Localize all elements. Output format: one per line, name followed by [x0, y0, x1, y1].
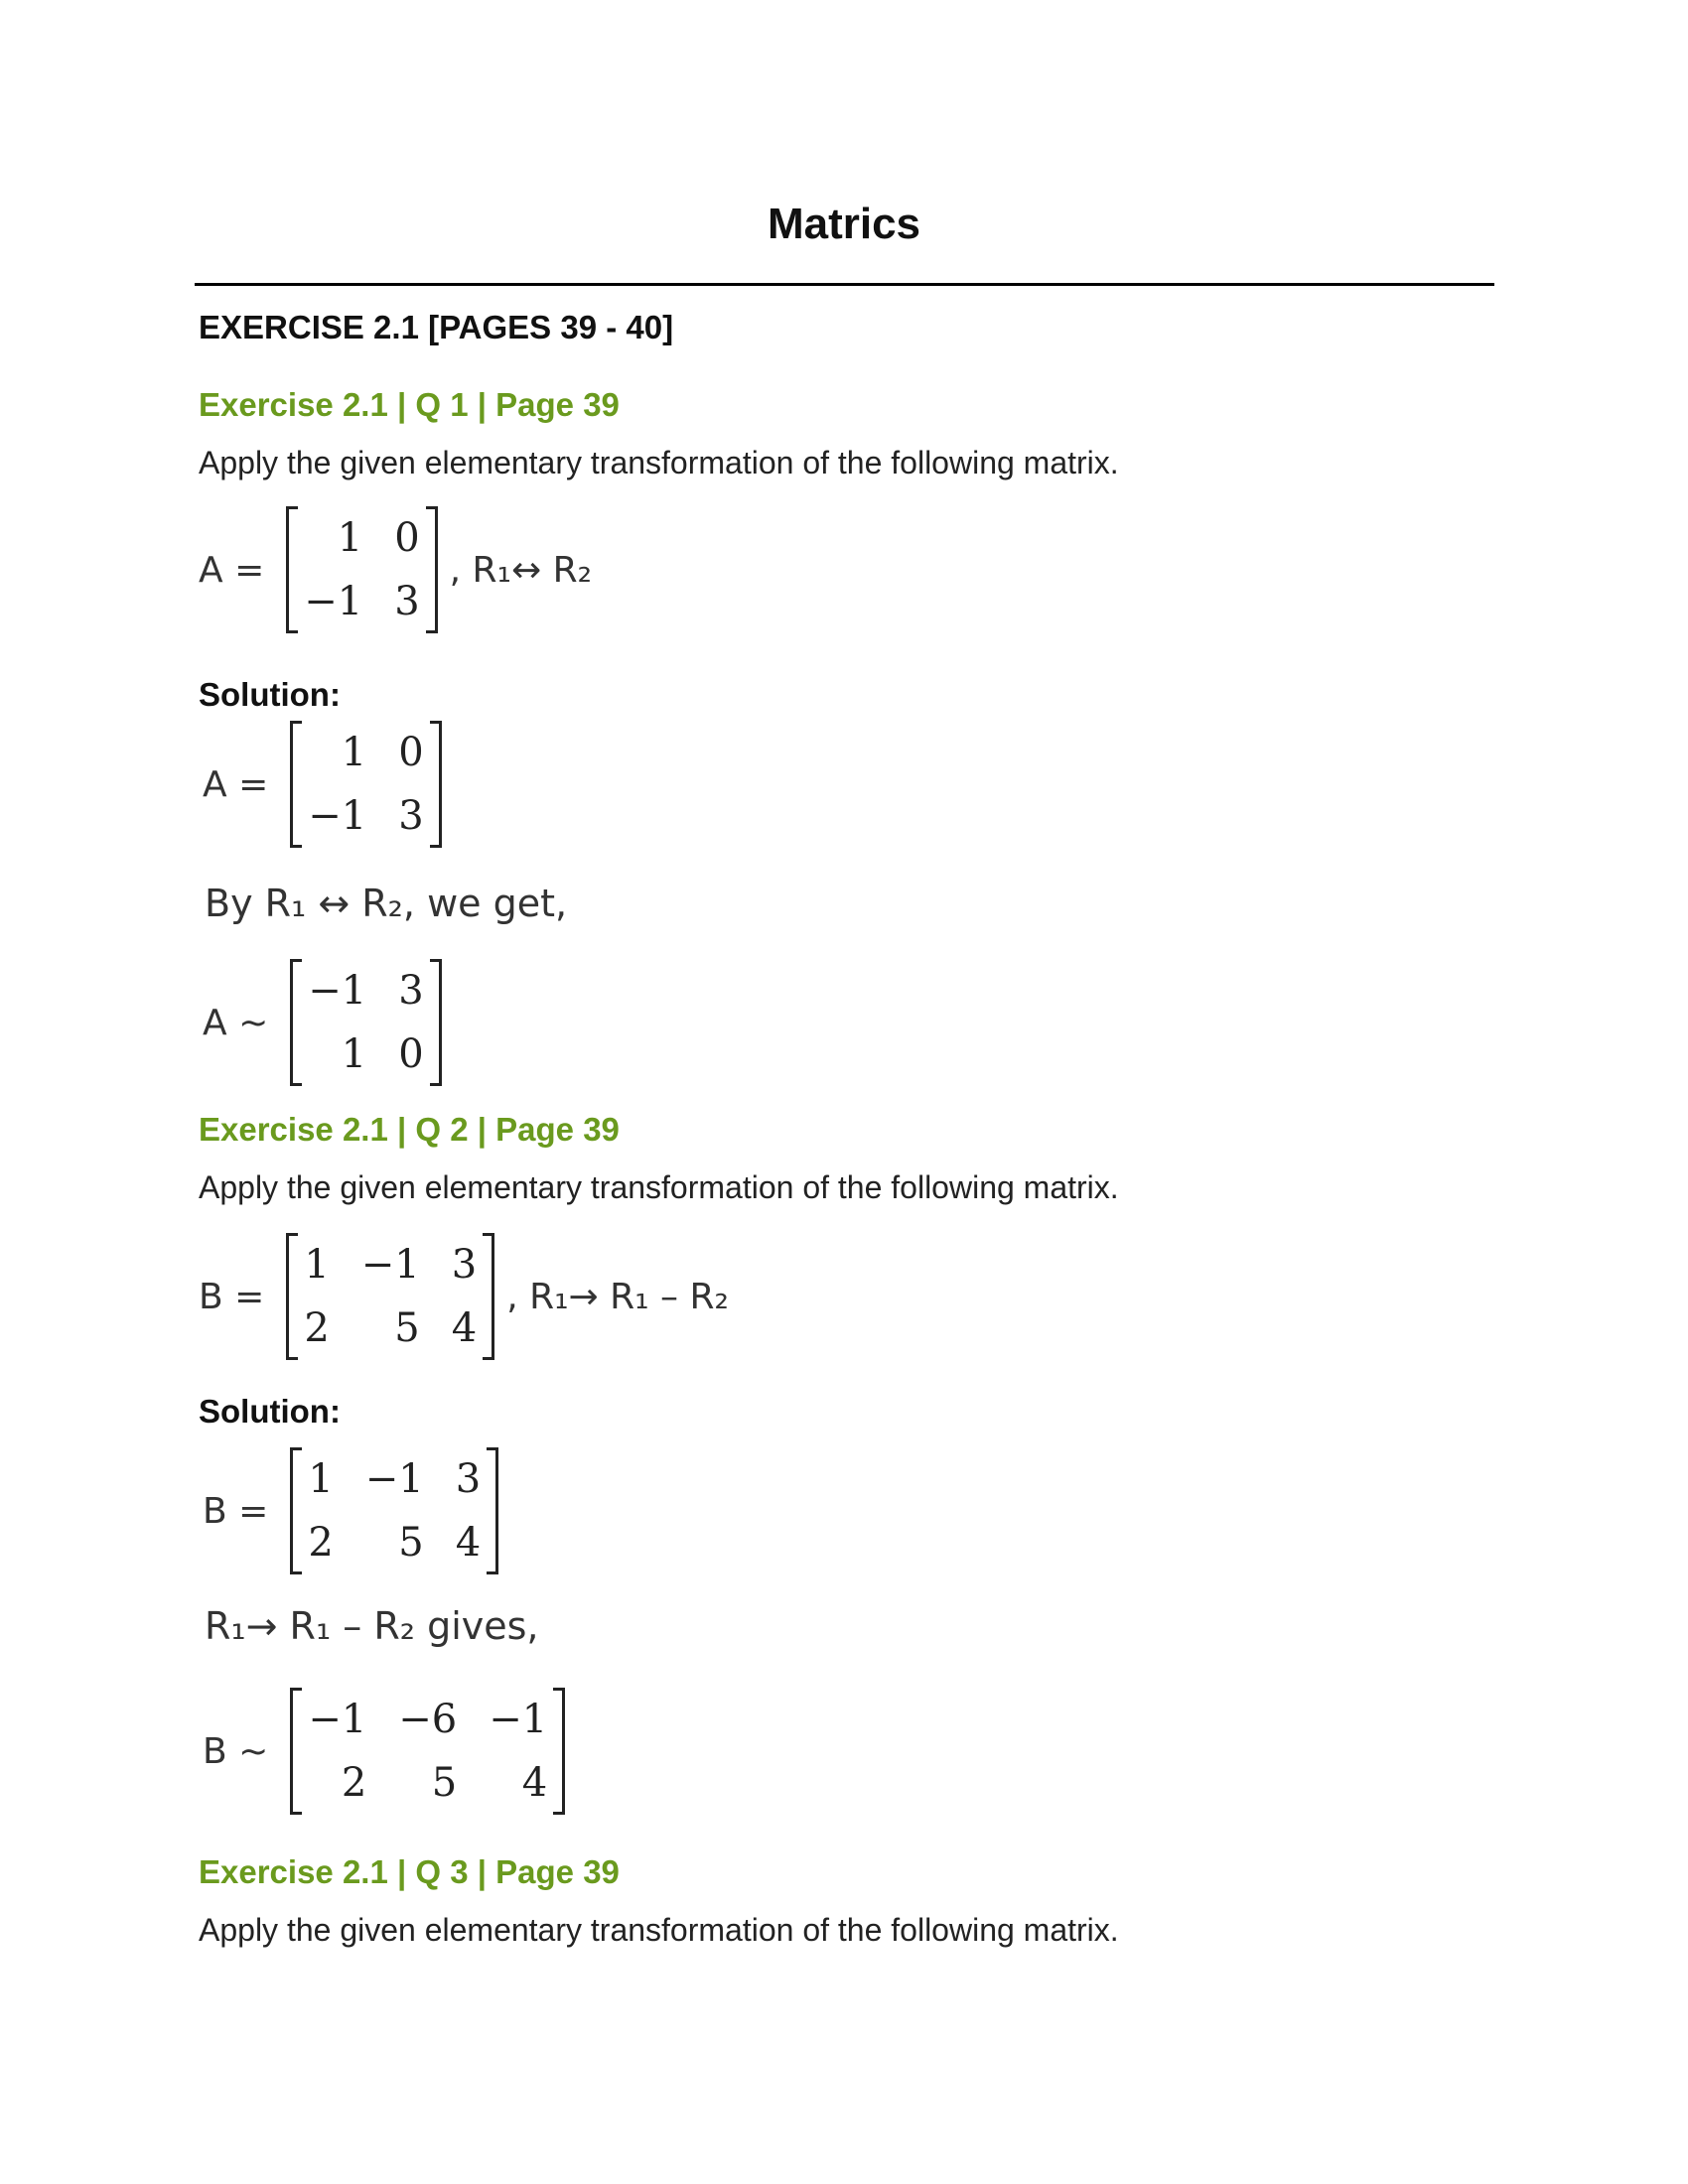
operation-text: , R₁→ R₁ – R₂	[506, 1276, 729, 1317]
question-1-step-text: By R₁ ↔ R₂, we get,	[205, 882, 568, 925]
matrix-cell: 3	[398, 968, 424, 1014]
matrix-cell: 5	[394, 1305, 420, 1351]
matrix-cell: 1	[341, 730, 367, 775]
matrix-cell: 1	[304, 1242, 330, 1288]
question-3-text: Apply the given elementary transformation of the following matrix.	[199, 1912, 1119, 1948]
matrix-grid	[304, 721, 427, 848]
matrix-label: B =	[199, 1276, 265, 1317]
matrix-label: B =	[203, 1490, 269, 1532]
question-2-step-text: R₁→ R₁ – R₂ gives,	[205, 1604, 539, 1648]
matrix-cell: 3	[451, 1242, 478, 1288]
matrix-q2-given	[286, 1233, 494, 1360]
matrix-q1-given	[286, 506, 437, 633]
exercise-heading: EXERCISE 2.1 [PAGES 39 - 40]	[199, 309, 674, 345]
question-3-heading: Exercise 2.1 | Q 3 | Page 39	[199, 1853, 620, 1890]
matrix-cell: −1	[360, 1242, 420, 1288]
matrix-cell: 4	[521, 1760, 548, 1806]
matrix-cell: 1	[337, 515, 363, 561]
matrix-cell: 0	[398, 1031, 424, 1077]
matrix-grid	[304, 1688, 551, 1815]
matrix-cell: 4	[451, 1305, 478, 1351]
matrix-q2-solution	[290, 1447, 498, 1574]
matrix-cell: 2	[308, 1520, 334, 1566]
matrix-cell: 5	[398, 1520, 424, 1566]
title-divider	[195, 283, 1494, 286]
matrix-q1-solution	[290, 721, 441, 848]
matrix-cell: 2	[304, 1305, 330, 1351]
matrix-cell: 0	[398, 730, 424, 775]
matrix-cell: 0	[394, 515, 420, 561]
matrix-cell: −1	[308, 968, 367, 1014]
matrix-grid	[300, 1233, 481, 1360]
matrix-cell: 3	[398, 793, 424, 839]
matrix-grid	[304, 1447, 485, 1574]
matrix-cell: −1	[489, 1697, 548, 1742]
matrix-q1-result	[290, 959, 441, 1086]
question-1-result	[203, 959, 442, 1086]
matrix-cell: 3	[455, 1456, 482, 1502]
matrix-label: B ~	[203, 1730, 269, 1772]
matrix-cell: −1	[364, 1456, 424, 1502]
question-1-solution-matrix	[203, 721, 442, 848]
question-1-given	[199, 506, 592, 633]
matrix-cell: 1	[308, 1456, 334, 1502]
matrix-grid	[304, 959, 427, 1086]
question-1-solution-label: Solution:	[199, 676, 341, 713]
matrix-cell: 1	[341, 1031, 367, 1077]
question-2-given	[199, 1233, 729, 1360]
operation-text: , R₁↔ R₂	[449, 549, 593, 591]
question-1-heading: Exercise 2.1 | Q 1 | Page 39	[199, 386, 620, 423]
matrix-cell: 4	[455, 1520, 482, 1566]
question-2-solution-label: Solution:	[199, 1393, 341, 1430]
matrix-grid	[300, 506, 423, 633]
matrix-q2-result	[290, 1688, 565, 1815]
matrix-cell: 5	[431, 1760, 458, 1806]
question-2-heading: Exercise 2.1 | Q 2 | Page 39	[199, 1111, 620, 1148]
matrix-cell: −1	[304, 579, 363, 624]
matrix-cell: 3	[394, 579, 420, 624]
matrix-label: A ~	[203, 1002, 269, 1043]
question-2-text: Apply the given elementary transformation of the following matrix.	[199, 1169, 1119, 1205]
matrix-cell: −1	[308, 1697, 367, 1742]
page-title: Matrics	[767, 200, 921, 248]
matrix-label: A =	[199, 549, 265, 591]
question-2-solution-matrix	[203, 1447, 498, 1574]
question-1-text: Apply the given elementary transformation of the following matrix.	[199, 445, 1119, 480]
matrix-cell: 2	[341, 1760, 367, 1806]
question-2-result	[203, 1688, 565, 1815]
matrix-label: A =	[203, 763, 269, 805]
matrix-cell: −1	[308, 793, 367, 839]
matrix-cell: −6	[398, 1697, 458, 1742]
